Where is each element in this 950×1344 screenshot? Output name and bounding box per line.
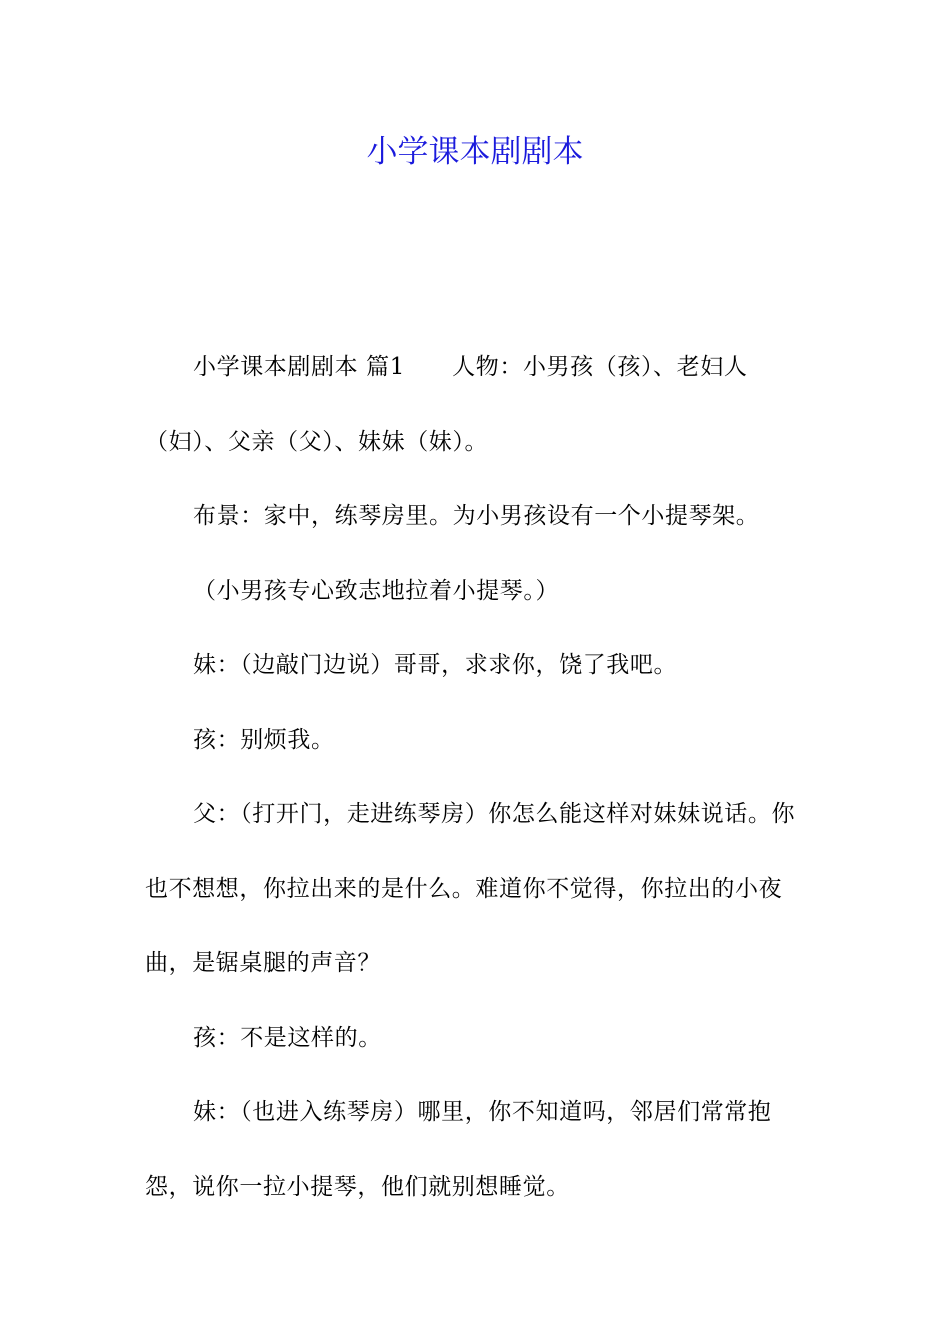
paragraph-stage-direction: （小男孩专心致志地拉着小提琴。） bbox=[193, 577, 560, 604]
document-title: 小学课本剧剧本 bbox=[366, 134, 584, 170]
document-body bbox=[145, 330, 809, 1224]
paragraph-dialogue: 妹：（也进入练琴房）哪里，你不知道吗，邻居们常常抱怨，说你一拉小提琴，他们就别想睡觉。 bbox=[145, 1099, 772, 1200]
paragraph-dialogue: 孩：不是这样的。 bbox=[193, 1024, 382, 1051]
paragraph-setting: 布景：家中，练琴房里。为小男孩设有一个小提琴架。 bbox=[193, 503, 760, 529]
paragraph-dialogue: 孩：别烦我。 bbox=[193, 726, 335, 753]
paragraph-dialogue: 妹：（边敲门边说）哥哥，求求你，饶了我吧。 bbox=[193, 652, 678, 678]
paragraph-intro: 小学课本剧剧本 篇1 人物：小男孩（孩）、老妇人（妇）、父亲（父）、妹妹（妹）。 bbox=[145, 354, 748, 455]
paragraph-dialogue: 父：（打开门，走进练琴房）你怎么能这样对妹妹说话。你也不想想，你拉出来的是什么。难道你不觉得，你拉出的小夜曲，是锯桌腿的声音？ bbox=[145, 801, 796, 976]
